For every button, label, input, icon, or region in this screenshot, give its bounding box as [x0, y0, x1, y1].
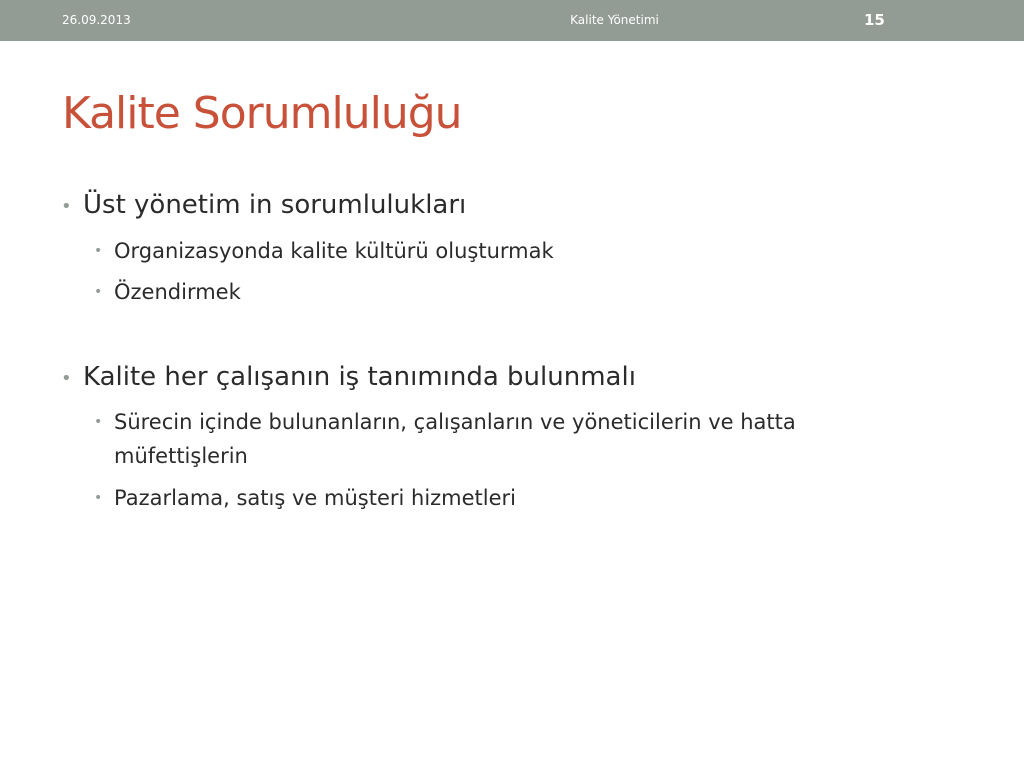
sub-bullet-text: Özendirmek [114, 280, 241, 304]
sub-bullet-text: Sürecin içinde bulunanların, çalışanların ve yöneticilerin ve hatta müfettişlerin [114, 410, 796, 468]
slide-date: 26.09.2013 [62, 13, 131, 27]
slide-title: Kalite Sorumluluğu [62, 88, 462, 139]
slide-number: 15 [864, 11, 885, 29]
bullet-item [61, 362, 636, 392]
bullet-item [61, 190, 467, 220]
sub-bullet-item [94, 275, 241, 309]
sub-bullet-item [94, 234, 554, 268]
bullet-icon: • [94, 243, 103, 259]
bullet-icon: • [94, 490, 103, 506]
bullet-icon: • [94, 414, 103, 430]
sub-bullet-item [94, 481, 517, 515]
bullet-icon: • [94, 284, 103, 300]
bullet-text: Üst yönetim in sorumlulukları [83, 190, 467, 220]
sub-bullet-text: Pazarlama, satış ve müşteri hizmetleri [114, 486, 517, 510]
sub-bullet-text: Organizasyonda kalite kültürü oluşturmak [114, 239, 554, 263]
bullet-icon: • [61, 368, 72, 389]
bullet-text: Kalite her çalışanın iş tanımında bulunmalı [83, 362, 636, 392]
slide-footer: Kalite Yönetimi [570, 13, 659, 27]
bullet-icon: • [61, 196, 72, 217]
sub-bullet-item [94, 405, 894, 473]
